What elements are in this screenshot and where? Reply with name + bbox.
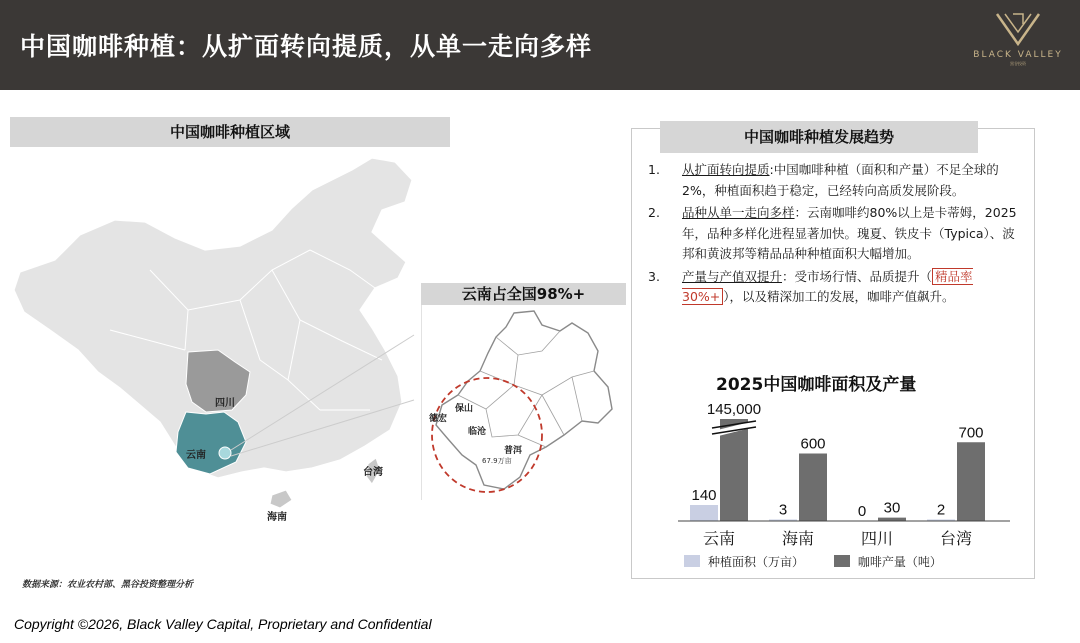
inset-label-puer: 普洱 <box>504 446 523 456</box>
data-label: 600 <box>800 435 826 453</box>
trend-number: 3. <box>648 268 660 284</box>
bar-production <box>799 454 827 522</box>
data-label: 145,000 <box>706 401 762 418</box>
copyright-notice: Copyright ©2026, Black Valley Capital, Proprietary and Confidential <box>14 616 432 632</box>
inset-title: 云南占全国98%+ <box>461 285 586 303</box>
trend-body-tail: ），以及精深加工的发展，咖啡产值飙升。 <box>723 289 955 304</box>
trend-body: ：受市场行情、品质提升（ <box>782 268 933 284</box>
map-label-sichuan: 四川 <box>215 398 235 409</box>
trends-panel-header <box>660 121 978 153</box>
yunnan-marker-icon <box>219 447 231 459</box>
yunnan-inset-map <box>421 305 626 500</box>
inset-label-puer-area: 67.9万亩 <box>482 457 512 465</box>
china-map-graphic <box>10 150 450 530</box>
inset-label-baoshan: 保山 <box>455 404 474 414</box>
bar-production <box>957 442 985 521</box>
map-label-yunnan: 云南 <box>186 450 206 461</box>
legend-item-production <box>834 553 942 570</box>
legend-label-area: 种植面积（万亩） <box>708 555 805 569</box>
data-label: 3 <box>778 501 788 519</box>
china-map <box>10 150 450 534</box>
inset-header <box>421 283 626 305</box>
trend-number: 1. <box>648 162 660 177</box>
data-label: 30 <box>883 499 901 517</box>
inset-label-lincang: 临沧 <box>468 427 487 437</box>
inset-label-dehong: 德宏 <box>429 414 448 424</box>
area-production-bar-chart <box>640 390 1020 550</box>
quality-rate-highlight: 精品率30%+ <box>682 268 973 304</box>
logo-emblem-icon <box>993 10 1043 48</box>
legend-label-production: 咖啡产量（吨） <box>857 555 942 569</box>
data-label: 700 <box>958 424 984 442</box>
bar-area <box>690 505 718 521</box>
category-label: 台湾 <box>939 529 973 548</box>
category-label: 云南 <box>702 529 736 548</box>
trend-list <box>648 160 1020 310</box>
data-label: 140 <box>691 487 717 504</box>
chart-legend <box>684 553 968 570</box>
trend-body: :中国咖啡种植（面积和产量）不足全球的2%，种植面积趋于稳定，已经转向高质发展阶段。 <box>682 162 999 198</box>
trends-panel-title: 中国咖啡种植发展趋势 <box>743 128 894 146</box>
chart-title: 2025中国咖啡面积及产量 <box>716 375 917 395</box>
trend-number: 2. <box>648 205 660 220</box>
category-label: 四川 <box>860 529 894 548</box>
left-section-header <box>10 117 450 147</box>
hainan-island <box>270 490 292 508</box>
map-label-hainan: 海南 <box>267 512 287 523</box>
brand-logo <box>962 10 1074 86</box>
bar-production <box>878 518 906 521</box>
trend-heading: 产量与产值双提升 <box>682 268 783 284</box>
header-bar <box>0 0 1080 90</box>
legend-swatch-area <box>684 555 700 567</box>
trend-heading: 品种从单一走向多样 <box>682 205 795 220</box>
trend-item <box>648 203 1020 265</box>
yunnan-map-graphic <box>422 305 627 500</box>
logo-wordmark: BLACK VALLEY <box>973 50 1063 60</box>
category-label: 海南 <box>781 529 815 548</box>
legend-item-area <box>684 553 804 570</box>
logo-subtext: 黑谷投资 <box>1010 61 1026 66</box>
left-section-title: 中国咖啡种植区域 <box>169 123 290 141</box>
data-label: 0 <box>857 503 867 520</box>
legend-swatch-production <box>834 555 850 567</box>
data-label: 2 <box>936 501 946 519</box>
page-title: 中国咖啡种植：从扩面转向提质，从单一走向多样 <box>20 32 593 61</box>
map-label-taiwan: 台湾 <box>363 467 383 478</box>
trend-item <box>648 267 1020 308</box>
trend-body: ：云南咖啡约80%以上是卡蒂姆，2025年，品种多样化进程显著加快。瑰夏、铁皮卡（Typica）、波邦和黄波邦等精品品种种植面积大幅增加。 <box>682 205 1017 261</box>
data-source-note: 数据来源：农业农村部、黑谷投资整理分析 <box>22 580 194 590</box>
yunnan-outline <box>436 311 612 489</box>
trend-item <box>648 160 1020 201</box>
trend-heading: 从扩面转向提质 <box>682 162 770 177</box>
